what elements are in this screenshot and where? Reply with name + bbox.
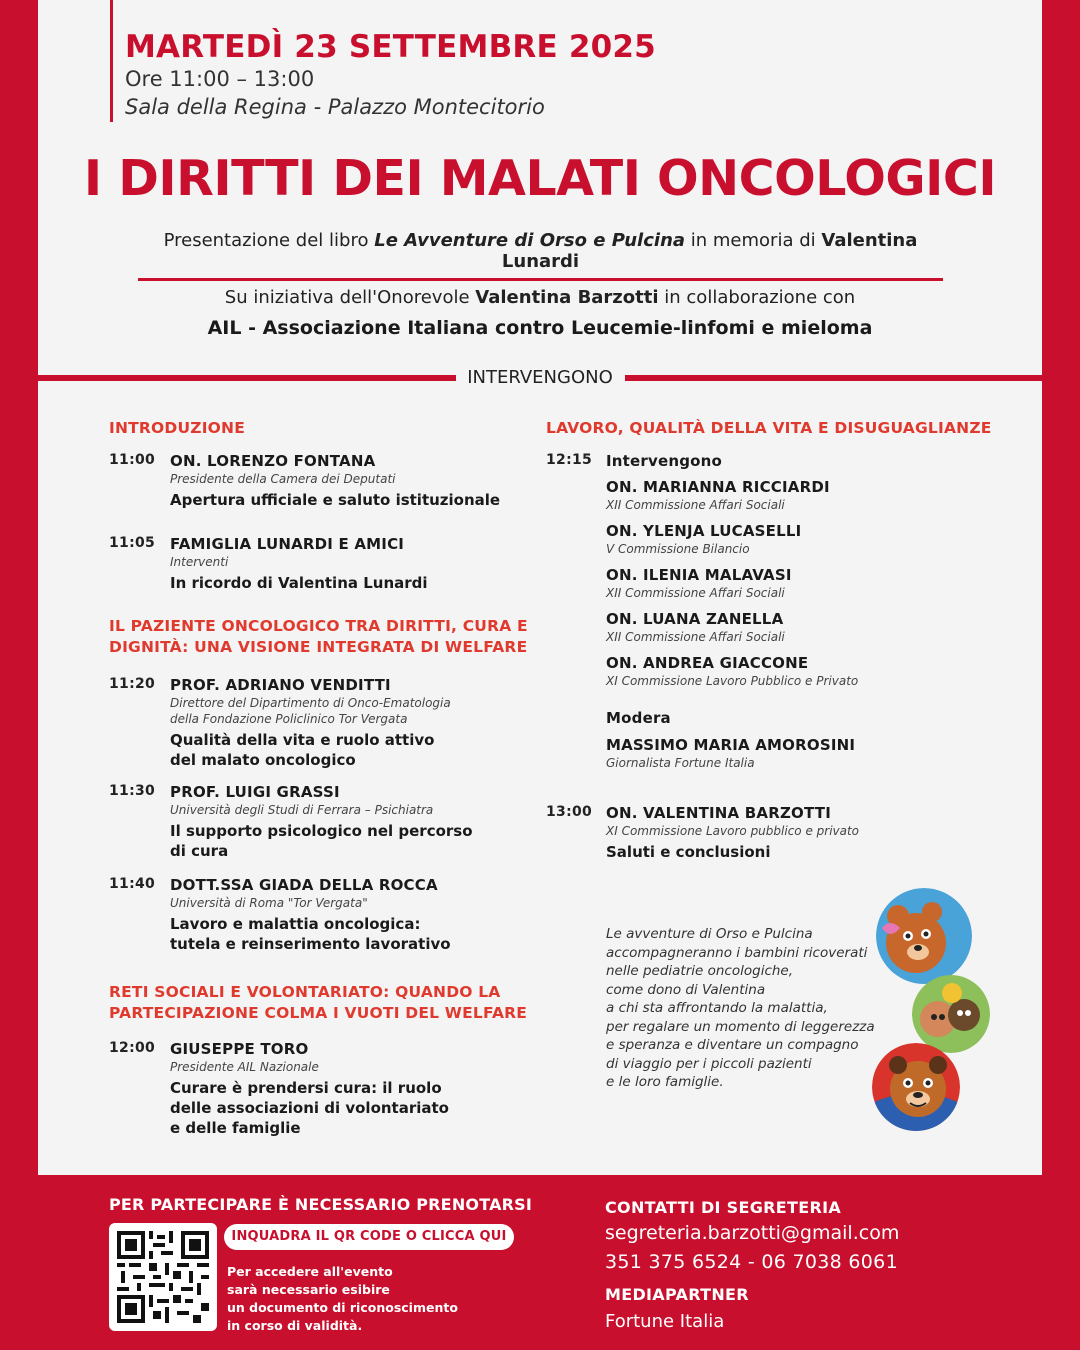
speaker-name: DOTT.SSA GIADA DELLA ROCCA	[170, 876, 438, 894]
speaker-name: ON. ILENIA MALAVASI	[606, 566, 792, 584]
agenda-item	[170, 452, 500, 510]
speaker-role: XII Commissione Affari Sociali	[606, 630, 785, 644]
initiative-suffix: in collaborazione con	[664, 287, 856, 308]
qr-booking-button[interactable]: INQUADRA IL QR CODE O CLICCA QUI	[224, 1224, 514, 1250]
date-block	[110, 0, 656, 122]
time-1130: 11:30	[109, 783, 156, 799]
talk-topic: tutela e reinserimento lavorativo	[170, 935, 451, 953]
contact-email-link[interactable]: segreteria.barzotti@gmail.com	[605, 1222, 900, 1244]
talk-topic: e delle famiglie	[170, 1119, 301, 1137]
time-1200: 12:00	[109, 1040, 156, 1056]
speaker-name: GIUSEPPE TORO	[170, 1040, 309, 1058]
book-presentation	[138, 230, 943, 281]
speaker-role: Università degli Studi di Ferrara – Psichiatra	[170, 803, 434, 817]
speaker-role: della Fondazione Policlinico Tor Vergata	[170, 712, 408, 726]
mediapartner-title: MEDIAPARTNER	[605, 1285, 749, 1304]
speaker-name: ON. VALENTINA BARZOTTI	[606, 804, 831, 822]
speaker-role: Presidente AIL Nazionale	[170, 1060, 319, 1074]
agenda-item	[170, 876, 451, 954]
presentation-prefix: Presentazione del libro	[163, 230, 369, 251]
time-1120: 11:20	[109, 676, 156, 692]
speaker-name: PROF. ADRIANO VENDITTI	[170, 676, 391, 694]
time-1105: 11:05	[109, 535, 156, 551]
panel-label: Intervengono	[606, 452, 723, 470]
moderator-name: MASSIMO MARIA AMOROSINI	[606, 736, 856, 754]
time-1100: 11:00	[109, 452, 156, 468]
talk-topic: Il supporto psicologico nel percorso	[170, 822, 473, 840]
agenda-item	[170, 535, 428, 593]
talk-topic: Saluti e conclusioni	[606, 843, 771, 861]
page-title: I DIRITTI DEI MALATI ONCOLOGICI	[83, 150, 997, 207]
animals-illustration-icon	[912, 975, 990, 1053]
speaker-name: ON. YLENJA LUCASELLI	[606, 522, 802, 540]
speaker-role: Direttore del Dipartimento di Onco-Ematologia	[170, 696, 451, 710]
speaker-name: ON. LUANA ZANELLA	[606, 610, 784, 628]
qr-code-icon	[117, 1231, 209, 1323]
speaker-role: Interventi	[170, 555, 229, 569]
initiative-line	[38, 287, 1042, 308]
speaker-name: FAMIGLIA LUNARDI E AMICI	[170, 535, 405, 553]
moderator-label: Modera	[606, 709, 671, 727]
initiative-person: Valentina Barzotti	[475, 287, 659, 308]
speaker-role: XI Commissione Lavoro pubblico e privato	[606, 824, 860, 838]
agenda-item	[170, 676, 451, 770]
footer	[38, 1175, 1042, 1350]
section-paziente-oncologico: IL PAZIENTE ONCOLOGICO TRA DIRITTI, CURA E DIGNITÀ: UNA VISIONE INTEGRATA DI WELFARE	[109, 617, 528, 656]
speaker-name: ON. ANDREA GIACCONE	[606, 654, 809, 672]
talk-topic: Qualità della vita e ruolo attivo	[170, 731, 435, 749]
speaker-role: XI Commissione Lavoro Pubblico e Privato	[606, 674, 859, 688]
speaker-role: V Commissione Bilancio	[606, 542, 750, 556]
section-reti-sociali: RETI SOCIALI E VOLONTARIATO: QUANDO LA PARTECIPAZIONE COLMA I VUOTI DEL WELFARE	[109, 983, 528, 1022]
booking-title: PER PARTECIPARE È NECESSARIO PRENOTARSI	[109, 1195, 533, 1214]
speaker-name: ON. LORENZO FONTANA	[170, 452, 376, 470]
speaker-role: XII Commissione Affari Sociali	[606, 586, 785, 600]
event-date: MARTEDÌ 23 SETTEMBRE 2025	[125, 29, 656, 65]
event-time: Ore 11:00 – 13:00	[125, 67, 315, 91]
bear-face-illustration-icon	[872, 1043, 960, 1131]
speaker-name: PROF. LUIGI GRASSI	[170, 783, 340, 801]
agenda-item	[170, 1040, 449, 1138]
initiative-prefix: Su iniziativa dell'Onorevole	[224, 287, 470, 308]
talk-topic: Lavoro e malattia oncologica:	[170, 915, 421, 933]
event-poster	[38, 0, 1042, 1350]
bear-illustration-icon	[876, 888, 972, 984]
time-1300: 13:00	[546, 804, 593, 820]
moderator-role: Giornalista Fortune Italia	[606, 756, 755, 770]
contacts-title: CONTATTI DI SEGRETERIA	[605, 1198, 842, 1217]
event-place: Sala della Regina - Palazzo Montecitorio	[125, 95, 545, 119]
qr-code[interactable]	[109, 1223, 217, 1331]
talk-topic: Curare è prendersi cura: il ruolo	[170, 1079, 442, 1097]
speaker-role: XII Commissione Affari Sociali	[606, 498, 785, 512]
talk-topic: delle associazioni di volontariato	[170, 1099, 449, 1117]
speaker-role: Università di Roma "Tor Vergata"	[170, 896, 368, 910]
book-quote: Le avventure di Orso e Pulcina accompagneranno i bambini ricoverati nelle pediatrie oncologiche, come dono di Valentina a chi sta affrontando la malattia, per regalare un momento di leggerezza e speranza e diventare un compagno di viaggio per i piccoli pazienti e le loro famiglie.	[606, 926, 875, 1090]
talk-topic: In ricordo di Valentina Lunardi	[170, 574, 428, 592]
talk-topic: Apertura ufficiale e saluto istituzionale	[170, 491, 501, 509]
section-introduzione: INTRODUZIONE	[109, 419, 246, 437]
partner-association: AIL - Associazione Italiana contro Leucemie-linfomi e mieloma	[207, 317, 873, 339]
speaker-name: ON. MARIANNA RICCIARDI	[606, 478, 830, 496]
contact-phones: 351 375 6524 - 06 7038 6061	[605, 1251, 898, 1273]
talk-topic: di cura	[170, 842, 229, 860]
presentation-middle: in memoria di	[690, 230, 816, 251]
talk-topic: del malato oncologico	[170, 751, 356, 769]
agenda-item	[170, 783, 473, 861]
access-note: Per accedere all'evento sarà necessario esibire un documento di riconoscimento in corso di validità.	[227, 1264, 458, 1333]
mediapartner-name: Fortune Italia	[605, 1311, 725, 1332]
speaker-role: Presidente della Camera dei Deputati	[170, 472, 396, 486]
time-1215: 12:15	[546, 452, 593, 468]
memorial-person: Valentina Lunardi	[501, 230, 918, 272]
book-title: Le Avventure di Orso e Pulcina	[374, 230, 686, 251]
agenda-item	[606, 804, 859, 862]
panel-speakers	[606, 452, 858, 771]
section-lavoro-qualita: LAVORO, QUALITÀ DELLA VITA E DISUGUAGLIANZE	[546, 419, 992, 437]
speakers-heading: INTERVENGONO	[38, 367, 1042, 388]
time-1140: 11:40	[109, 876, 156, 892]
